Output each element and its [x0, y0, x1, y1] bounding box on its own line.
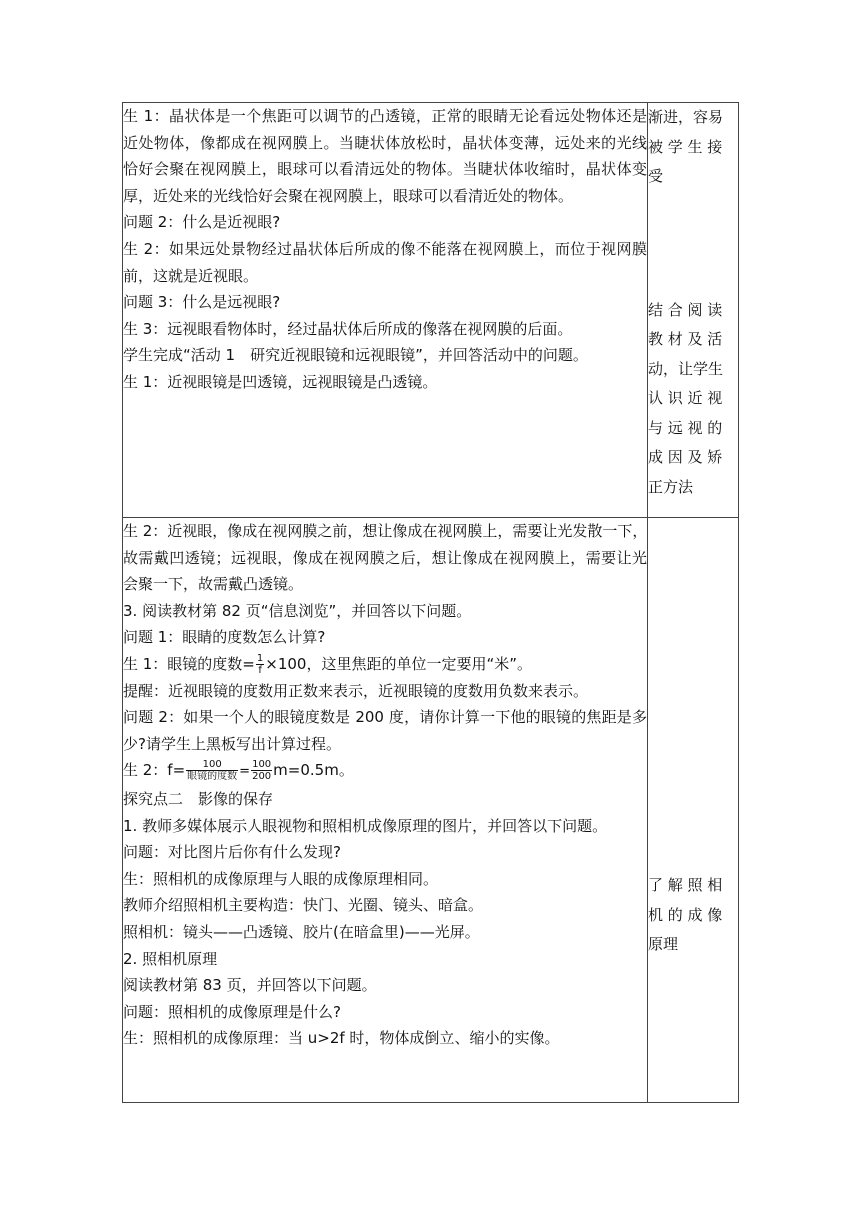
formula-suffix: ×100，这里焦距的单位一定要用“米”。: [265, 654, 533, 673]
fraction: [251, 759, 272, 782]
fraction: [186, 759, 238, 782]
text-line: 问题 2：什么是近视眼?: [123, 213, 281, 232]
intent-line: 动，让学生: [648, 359, 724, 378]
text-line: 问题：对比图片后你有什么发现?: [123, 843, 341, 862]
activity-cell: [123, 518, 648, 1103]
text-line: 生 1：晶状体是一个焦距可以调节的凸透镜，正常的眼睛无论看远处物体还是: [123, 107, 647, 125]
fraction-denominator: f: [258, 664, 262, 676]
activity-cell: [123, 103, 648, 518]
text-line: 问题 3：什么是远视眼?: [123, 293, 281, 312]
text-line: 生：照相机的成像原理：当 u>2f 时，物体成倒立、缩小的实像。: [123, 1029, 560, 1048]
intent-cell: [648, 103, 739, 518]
formula-prefix: 生 1：眼镜的度数=: [123, 654, 255, 673]
formula-equals: =: [239, 764, 251, 780]
text-line: 教师介绍照相机主要构造：快门、光圈、镜头、暗盒。: [123, 896, 484, 915]
intent-line: 渐进，容易: [648, 108, 724, 126]
text-line: 生：照相机的成像原理与人眼的成像原理相同。: [123, 869, 439, 888]
text-line: 前，这就是近视眼。: [123, 266, 259, 285]
formula-prefix: 生 2：f=: [123, 761, 186, 780]
text-line: 厚，近处来的光线恰好会聚在视网膜上，眼球可以看清近处的物体。: [123, 186, 574, 205]
formula-line: [123, 651, 647, 678]
text-line: 照相机：镜头——凸透镜、胶片(在暗盒里)——光屏。: [123, 922, 480, 941]
table-row: [123, 518, 739, 1103]
text-line: 少?请学生上黑板写出计算过程。: [123, 734, 341, 753]
text-line: 3. 阅读教材第 82 页“信息浏览”，并回答以下问题。: [123, 601, 472, 620]
intent-line: 机 的 成 像: [648, 905, 723, 924]
lesson-plan-table: [122, 102, 739, 1103]
text-line: 恰好会聚在视网膜上，眼球可以看清远处的物体。当睫状体收缩时，晶状体变: [123, 160, 647, 179]
text-line: 问题：照相机的成像原理是什么?: [123, 1002, 341, 1021]
text-line: 生 2：近视眼，像成在视网膜之前，想让像成在视网膜上，需要让光发散一下，: [123, 522, 648, 540]
intent-line: 受: [648, 167, 664, 185]
text-line: 故需戴凹透镜；远视眼，像成在视网膜之后，想让像成在视网膜上，需要让光: [123, 548, 647, 567]
intent-line: 了 解 照 相: [648, 876, 723, 894]
formula-suffix: m=0.5m。: [273, 761, 354, 780]
text-line: 学生完成“活动 1 研究近视眼镜和远视眼镜”，并回答活动中的问题。: [123, 346, 588, 365]
formula-line: [123, 757, 647, 786]
fraction-numerator: 1: [256, 652, 264, 664]
fraction-numerator: 100: [252, 759, 272, 771]
text-line: 生 3：远视眼看物体时，经过晶状体后所成的像落在视网膜的后面。: [123, 319, 573, 338]
text-line: 生 1：近视眼镜是凹透镜，远视眼镜是凸透镜。: [123, 372, 438, 391]
intent-line: 结 合 阅 读: [648, 300, 723, 319]
intent-line: 正方法: [648, 477, 694, 496]
text-line: 1. 教师多媒体展示人眼视物和照相机成像原理的图片，并回答以下问题。: [123, 816, 608, 835]
intent-line: 教 材 及 活: [648, 330, 723, 348]
intent-line: 原理: [648, 935, 679, 953]
intent-line: 成 因 及 矫: [648, 448, 723, 466]
fraction: [256, 653, 264, 676]
section-heading: 探究点二 影像的保存: [123, 789, 274, 808]
intent-line: 认 识 近 视: [648, 389, 723, 407]
intent-line: 被 学 生 接: [648, 137, 723, 156]
text-line: 问题 1：眼睛的度数怎么计算?: [123, 628, 326, 647]
intent-line: 与 远 视 的: [648, 418, 723, 437]
table-row: [123, 103, 739, 518]
text-line: 生 2：如果远处景物经过晶状体后所成的像不能落在视网膜上，而位于视网膜: [123, 239, 647, 258]
text-line: 问题 2：如果一个人的眼镜度数是 200 度，请你计算一下他的眼镜的焦距是多: [123, 708, 647, 727]
text-line: 近处物体，像都成在视网膜上。当睫状体放松时，晶状体变薄，远处来的光线: [123, 133, 647, 152]
text-line: 阅读教材第 83 页，并回答以下问题。: [123, 976, 377, 995]
intent-cell: [648, 518, 739, 1103]
fraction-numerator: 100: [186, 759, 238, 771]
text-line: 会聚一下，故需戴凸透镜。: [123, 575, 304, 594]
fraction-denominator: 眼镜的度数: [187, 771, 238, 783]
text-line: 提醒：近视眼镜的度数用正数来表示，近视眼镜的度数用负数来表示。: [123, 681, 589, 700]
fraction-denominator: 200: [252, 771, 272, 783]
text-line: 2. 照相机原理: [123, 949, 218, 968]
